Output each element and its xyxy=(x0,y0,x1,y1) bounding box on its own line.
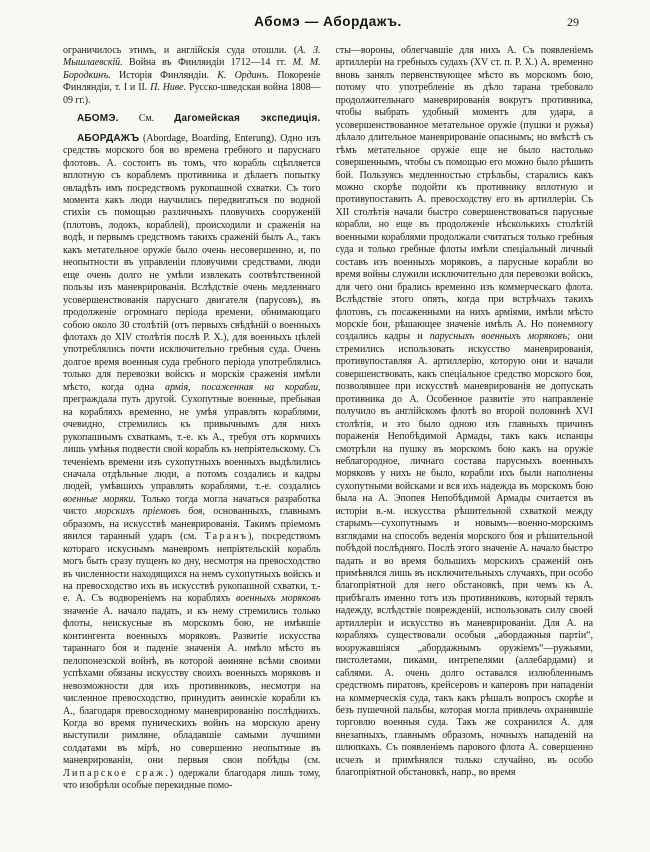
text-segment: ), посредствомъ котораго искуснымъ маневромъ непріятельскій корабль могъ быть сразу пущенъ ко дну, несмотря на превосходство въ численности находящихся на немъ сухопутныхъ войскъ и на превосходство ихъ въ искусствѣ рукопашной схватки, т.-е. А. Съ водвореніемъ на корабляхъ xyxy=(63,531,321,605)
text-segment: Покореніе Финляндіи, т. I и II. xyxy=(63,69,321,94)
entry-abome xyxy=(63,113,321,125)
text-segment: См. xyxy=(118,113,175,125)
text-segment: значеніе А. начало падать, и къ нему стремились только флоты, неискусные въ морскомъ бою, не имѣвшіе контингента военныхъ моряковъ. Развитіе искусства тараннаго боя и паденіе значенія А. имѣло мѣсто въ пелопонезской войнѣ, въ которой аѳиняне всѣми своими успѣхами обязаны искусству своихъ военныхъ моряковъ и невозможности для ихъ противниковъ, несмотря на численное превосходство, принудить аѳинскіе корабли къ А., благодаря превосходному маневрированію послѣднихъ. Когда во время пуническихъ войнъ на морскую арену выступили римляне, обладавшіе самыми лучшими солдатами въ мірѣ, но совершенно неопытные въ маневрированіи, они первыя свои побѣды (см. xyxy=(63,605,321,767)
text-segment: военныхъ моряковъ xyxy=(236,593,321,605)
text-segment: ) одержали благодаря лишь тому, что изобрѣли особые перекидные помо- xyxy=(63,767,321,792)
text-segment: Русско-шведская война 1808—09 гг.). xyxy=(63,82,321,106)
text-segment: военные моряки. xyxy=(63,493,136,505)
running-title: Абомэ — Абордажъ. xyxy=(254,14,402,29)
text-segment: М. М. Бородкинъ. xyxy=(63,57,321,81)
text-segment: Дагомейская экспедиція. xyxy=(174,113,321,125)
entry-abordazh-continued xyxy=(336,45,594,780)
running-head xyxy=(63,14,593,32)
text-segment: К. Ординъ. xyxy=(217,69,270,81)
text-segment: Липарское сраж. xyxy=(63,767,170,779)
text-segment: армія, посаженная на корабли, xyxy=(165,381,321,393)
text-segment: Таранъ xyxy=(204,531,249,543)
text-segment: морскихъ пріемовъ боя, xyxy=(95,506,205,518)
bibliography-paragraph xyxy=(63,45,321,107)
text-segment: Исторія Финляндіи. xyxy=(110,69,218,81)
text-segment: сты—во́роны, облегчавшіе для нихъ А. Съ появленіемъ артиллеріи на гребныхъ судахъ (XV ст. п. Р. Х.) А. временно вновь занялъ первенствующее мѣсто въ морскомъ бою, потому что употребленіе въ дѣло тарана требовало продолжительнаго маневрированія вокругъ противника, чтобы выбрать удобный моментъ для удара, а усовершенствованное метательное оружіе (пушки и ружья) дѣлало длительное маневрированіе опаснымъ; но вмѣстѣ съ тѣмъ метательное оружіе еще не было настолько совершеннымъ, чтобы съ помощью его можно было рѣшить бой. Пользуясь медленностью стрѣльбы, старались какъ можно скорѣе подойти къ противнику вплотную и противупоставить А. превосходству его въ артиллеріи. Съ XII столѣтія начали быстро совершенствоваться парусные корабли, но еще въ продолженіе нѣсколькихъ столѣтій военными кораблями продолжали считаться только гребныя суда и только гребные флоты имѣли спеціальный личный составъ изъ военныхъ моряковъ, а парусные корабли во время войны служили исключительно для перевозки войскъ, для чего они брались временно изъ коммерческаго флота. Вслѣдствіе этого опять, когда при встрѣчахъ такихъ флотовъ, съ посаженными на нихъ арміями, имѣли мѣсто морскіе бои, рѣшающее значеніе имѣлъ А. Но понемногу создались кадры и xyxy=(335,45,593,343)
left-column xyxy=(63,45,321,797)
text-segment: основанныхъ, главнымъ образомъ, на искусствѣ маневрированія. Такимъ пріемомъ явился таранный ударъ (см. xyxy=(63,506,321,543)
text-segment: АБОМЭ. xyxy=(77,113,119,125)
text-segment: АБОРДАЖЪ xyxy=(77,132,140,144)
entry-abordazh xyxy=(63,133,321,793)
text-segment: Только тогда могла начаться разработка чисто xyxy=(63,493,321,518)
text-columns xyxy=(63,45,593,797)
text-segment: парусныхъ военныхъ моряковъ; xyxy=(429,331,571,343)
right-column xyxy=(336,45,594,797)
text-segment: (Abordage, Boarding, Enterung). Одно изъ средствъ морского боя во времена гребного и паруснаго флотовъ. А. состоитъ въ томъ, что корабль сцѣпляется вплотную съ кораблемъ противника и дѣлаетъ попытку овладѣть имъ посредствомъ рукопашной схватки. Съ того момента какъ люди научились передвигаться по водной стихіи съ помощью различныхъ пловучихъ сооруженій (плотовъ, лодокъ, кораблей), происходили и сраженія на водѣ, и первымъ средствомъ такихъ сраженій былъ А., такъ какъ метательное оружіе было очень несовершенно, и, по неопытности въ управленіи пловучими средствами, люди еще очень долго не умѣли извлекать соотвѣтственной пользы изъ маневрированія. Вслѣдствіе очень медленнаго усовершенствованія паруснаго двигателя (парусовъ), въ продолженіе огромнаго періода времени, обнимающаго собою около 30 столѣтій (отъ первыхъ свѣдѣній о военныхъ флотахъ до XIV столѣтія послѣ Р. Х.), для военныхъ цѣлей употреблялись почти исключительно гребныя суда. Очень долгое время военныя суда гребного періода употреблялись только для перевозки войскъ и морскія сраженія имѣли мѣсто, когда одна xyxy=(63,132,321,393)
page-number: 29 xyxy=(567,15,579,29)
text-segment: преграждала путь другой. Сухопутные военные, пребывая на корабляхъ временно, не умѣя управлять кораблями, очевидно, стремились къ привычнымъ для нихъ рукопашнымъ схваткамъ, т.-е. къ А., требуя отъ кормчихъ лишь умѣнья подвести свой корабль къ непріятельскому. Съ теченіемъ времени изъ сухопутныхъ военныхъ выдѣлились сначала отдѣльные люди, а потомъ создались и кадры людей, умѣвшихъ управлять кораблями, т.-е. создались xyxy=(63,394,321,493)
text-segment: Война въ Финляндіи 1712—14 гг. xyxy=(122,57,293,69)
text-segment: П. Ниве. xyxy=(150,82,187,94)
text-segment: А. З. Мышлаевскій. xyxy=(63,45,321,69)
text-segment: они стремились использовать искусство маневрированія, противупоставляя А. артиллерію, которую они и начали совершенствовать, какъ спеціальное средство морского боя, позволявшее при искусствѣ маневрированія не допускать противника до А. Особенное развитіе это направленіе получило въ англійскомъ флотѣ во второй половинѣ XVI столѣтія, и это было одною изъ главныхъ причинъ пораженія Непобѣдимой Армады, такъ какъ испанцы смотрѣли на пушку въ морскомъ бою какъ на оружіе неблагородное, личнаго состава парусныхъ военныхъ моряковъ у нихъ не было, корабли ихъ были наполнены сухопутными войсками и вся ихъ надежда въ морскомъ бою была на А. Эпопея Непобѣдимой Армады считается въ исторіи в.-м. искусства рѣшительной схваткой между старымъ—сухопутнымъ и новымъ—военно-морскимъ взглядами на способъ веденія морского боя и рѣшительной побѣдой послѣдняго. Послѣ этого значеніе А. начало быстро падать и во время большихъ морскихъ сраженій онъ примѣнялся лишь въ исключительныхъ случаяхъ, при особо благопріятной для него обстановкѣ, при чемъ къ А. прибѣгалъ именно тотъ изъ противниковъ, который терялъ надежду, вслѣдствіе поврежденій, использовать силу своей артиллеріи и искусство въ маневрированіи. Для А. на корабляхъ существовали особыя „абордажныя партіи“, вооружавшіяся „абордажнымъ оружіемъ“—ружьями, пистолетами, пиками, интрепелями (аллебардами) и саблями. А. очень долго оставался излюбленнымъ средствомъ пиратовъ, крейсеровъ и каперовъ при нападеніи на коммерческія суда, такъ какъ рѣшалъ вопросъ скорѣе и безъ пушечной пальбы, которая могла привлечь охранявшіе торговлю военныя суда. Такъ же сохранился А. для внезапныхъ, главнымъ образомъ, ночныхъ нападеній на шлюпкахъ. Съ появленіемъ парового флота А. совершенно исчезъ и примѣнялся только случайно, въ особо благопріятной обстановкѣ, напр., во время xyxy=(335,331,593,779)
text-segment: ограничилось этимъ, и англійскія суда отошли. ( xyxy=(63,45,298,56)
